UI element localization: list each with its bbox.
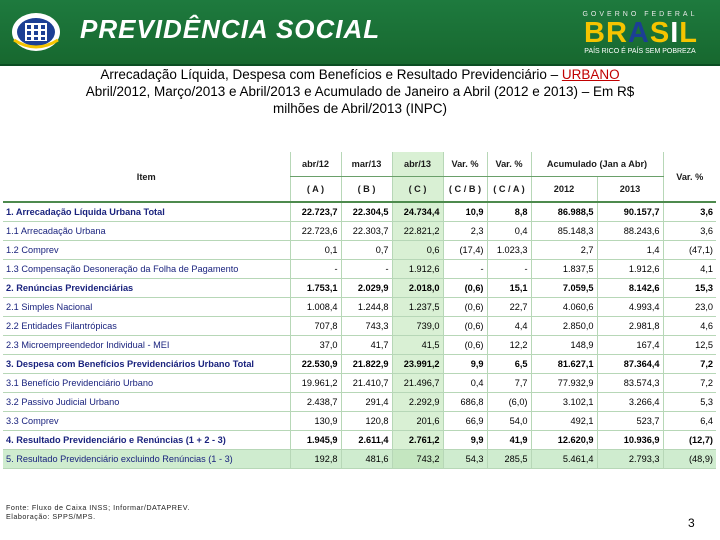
row-item-label: 5. Resultado Previdenciário excluindo Renúncias (1 - 3): [3, 450, 290, 469]
header-banner: [0, 0, 720, 64]
value-mar13: 743,3: [341, 317, 392, 336]
value-var-ca: 54,0: [487, 412, 531, 431]
subheader-ca: ( C / A ): [487, 177, 531, 203]
header-item: Item: [3, 152, 290, 202]
value-var-cb: 686,8: [443, 393, 487, 412]
heading-line-1-text: Arrecadação Líquida, Despesa com Benefícios e Resultado Previdenciário –: [100, 67, 562, 82]
subheader-b: ( B ): [341, 177, 392, 203]
subheader-cb: ( C / B ): [443, 177, 487, 203]
value-acum-2012: 1.837,5: [531, 260, 597, 279]
value-acum-2012: 4.060,6: [531, 298, 597, 317]
value-abr12: 1.008,4: [290, 298, 341, 317]
table-row: [3, 412, 716, 431]
row-item-label: 2. Renúncias Previdenciárias: [3, 279, 290, 298]
header-mar13: mar/13: [341, 152, 392, 177]
value-acum-2013: 83.574,3: [597, 374, 663, 393]
value-mar13: 120,8: [341, 412, 392, 431]
value-var-ca: 8,8: [487, 202, 531, 222]
value-abr13: 201,6: [392, 412, 443, 431]
value-acum-2013: 4.993,4: [597, 298, 663, 317]
row-item-label: 3.2 Passivo Judicial Urbano: [3, 393, 290, 412]
value-mar13: 1.244,8: [341, 298, 392, 317]
value-abr12: 22.723,7: [290, 202, 341, 222]
value-var-acum: 7,2: [663, 374, 716, 393]
gov-brasil-wordmark: [572, 17, 710, 50]
value-var-cb: 9,9: [443, 431, 487, 450]
data-table: [3, 152, 716, 469]
value-var-cb: (0,6): [443, 298, 487, 317]
table-row: [3, 260, 716, 279]
row-item-label: 2.3 Microempreendedor Individual - MEI: [3, 336, 290, 355]
value-abr12: 130,9: [290, 412, 341, 431]
value-mar13: 22.304,5: [341, 202, 392, 222]
value-abr12: 19.961,2: [290, 374, 341, 393]
value-abr13: 21.496,7: [392, 374, 443, 393]
value-mar13: 2.029,9: [341, 279, 392, 298]
subheader-2013: 2013: [597, 177, 663, 203]
value-acum-2012: 5.461,4: [531, 450, 597, 469]
value-abr13: 2.018,0: [392, 279, 443, 298]
row-item-label: 3. Despesa com Benefícios Previdenciários Urbano Total: [3, 355, 290, 374]
value-acum-2012: 86.988,5: [531, 202, 597, 222]
value-acum-2013: 167,4: [597, 336, 663, 355]
header-abr12: abr/12: [290, 152, 341, 177]
value-acum-2013: 523,7: [597, 412, 663, 431]
value-var-cb: (0,6): [443, 336, 487, 355]
subheader-2012: 2012: [531, 177, 597, 203]
row-item-label: 2.2 Entidades Filantrópicas: [3, 317, 290, 336]
value-var-ca: (6,0): [487, 393, 531, 412]
brasil-word: [584, 17, 698, 50]
value-var-ca: 6,5: [487, 355, 531, 374]
value-acum-2013: 2.793,3: [597, 450, 663, 469]
value-var-acum: 23,0: [663, 298, 716, 317]
value-acum-2013: 8.142,6: [597, 279, 663, 298]
value-var-cb: 2,3: [443, 222, 487, 241]
value-var-acum: 4,6: [663, 317, 716, 336]
header-var-cb: Var. %: [443, 152, 487, 177]
value-abr13: 2.761,2: [392, 431, 443, 450]
value-var-ca: 0,4: [487, 222, 531, 241]
footer-note: [6, 503, 190, 521]
value-acum-2013: 88.243,6: [597, 222, 663, 241]
value-var-cb: 54,3: [443, 450, 487, 469]
value-var-cb: 0,4: [443, 374, 487, 393]
value-acum-2012: 7.059,5: [531, 279, 597, 298]
value-mar13: -: [341, 260, 392, 279]
table-row: [3, 241, 716, 260]
value-var-acum: (47,1): [663, 241, 716, 260]
header-abr13: abr/13: [392, 152, 443, 177]
value-var-ca: 41,9: [487, 431, 531, 450]
value-var-acum: 4,1: [663, 260, 716, 279]
value-var-ca: 285,5: [487, 450, 531, 469]
value-abr12: 2.438,7: [290, 393, 341, 412]
heading-urbano: URBANO: [561, 67, 620, 82]
value-acum-2013: 1,4: [597, 241, 663, 260]
row-item-label: 2.1 Simples Nacional: [3, 298, 290, 317]
subheader-a: ( A ): [290, 177, 341, 203]
value-var-cb: 9,9: [443, 355, 487, 374]
data-table-wrapper: [3, 152, 716, 469]
value-acum-2013: 90.157,7: [597, 202, 663, 222]
value-abr13: 0,6: [392, 241, 443, 260]
value-acum-2012: 12.620,9: [531, 431, 597, 450]
value-acum-2012: 2,7: [531, 241, 597, 260]
value-abr13: 41,5: [392, 336, 443, 355]
heading-line-2: Abril/2012, Março/2013 e Abril/2013 e Acumulado de Janeiro a Abril (2012 e 2013) – Em R$: [85, 84, 635, 99]
brasil-letter: B: [584, 17, 606, 49]
value-mar13: 0,7: [341, 241, 392, 260]
value-mar13: 41,7: [341, 336, 392, 355]
value-var-ca: -: [487, 260, 531, 279]
value-mar13: 2.611,4: [341, 431, 392, 450]
value-mar13: 22.303,7: [341, 222, 392, 241]
value-var-cb: 10,9: [443, 202, 487, 222]
value-abr13: 2.292,9: [392, 393, 443, 412]
brasil-letter: I: [670, 17, 680, 49]
value-mar13: 21.822,9: [341, 355, 392, 374]
value-abr12: 707,8: [290, 317, 341, 336]
value-var-acum: (12,7): [663, 431, 716, 450]
value-var-ca: 1.023,3: [487, 241, 531, 260]
value-acum-2013: 10.936,9: [597, 431, 663, 450]
value-abr13: 739,0: [392, 317, 443, 336]
value-abr12: 1.945,9: [290, 431, 341, 450]
row-item-label: 1.1 Arrecadação Urbana: [3, 222, 290, 241]
table-header-row-1: [3, 152, 716, 177]
value-abr13: 1.237,5: [392, 298, 443, 317]
table-row: [3, 202, 716, 222]
value-acum-2013: 3.266,4: [597, 393, 663, 412]
row-item-label: 1.3 Compensação Desoneração da Folha de Pagamento: [3, 260, 290, 279]
value-acum-2012: 148,9: [531, 336, 597, 355]
table-row: [3, 393, 716, 412]
value-acum-2012: 2.850,0: [531, 317, 597, 336]
value-var-cb: -: [443, 260, 487, 279]
heading-line-3: milhões de Abril/2013 (INPC): [272, 101, 448, 116]
brasil-letter: S: [649, 17, 671, 49]
table-row: [3, 431, 716, 450]
value-var-acum: 15,3: [663, 279, 716, 298]
value-var-cb: (17,4): [443, 241, 487, 260]
subheader-c: ( C ): [392, 177, 443, 203]
table-row: [3, 450, 716, 469]
value-var-cb: (0,6): [443, 317, 487, 336]
table-row: [3, 317, 716, 336]
header-acumulado: Acumulado (Jan a Abr): [531, 152, 663, 177]
brasil-letter: L: [679, 17, 698, 49]
value-var-acum: (48,9): [663, 450, 716, 469]
row-item-label: 1. Arrecadação Líquida Urbana Total: [3, 202, 290, 222]
value-abr12: -: [290, 260, 341, 279]
table-row: [3, 298, 716, 317]
value-acum-2013: 2.981,8: [597, 317, 663, 336]
heading-line-1: [0, 66, 720, 83]
value-var-ca: 12,2: [487, 336, 531, 355]
value-acum-2013: 87.364,4: [597, 355, 663, 374]
footer-source: Fonte: Fluxo de Caixa INSS; Informar/DATAPREV.: [6, 503, 190, 512]
table-row: [3, 374, 716, 393]
value-abr13: 1.912,6: [392, 260, 443, 279]
value-abr12: 37,0: [290, 336, 341, 355]
row-item-label: 1.2 Comprev: [3, 241, 290, 260]
value-acum-2013: 1.912,6: [597, 260, 663, 279]
value-var-acum: 3,6: [663, 222, 716, 241]
value-var-acum: 12,5: [663, 336, 716, 355]
value-abr13: 22.821,2: [392, 222, 443, 241]
value-mar13: 481,6: [341, 450, 392, 469]
value-var-acum: 7,2: [663, 355, 716, 374]
row-item-label: 3.1 Benefício Previdenciário Urbano: [3, 374, 290, 393]
header-var-ca: Var. %: [487, 152, 531, 177]
value-abr13: 24.734,4: [392, 202, 443, 222]
row-item-label: 3.3 Comprev: [3, 412, 290, 431]
gov-top-text: GOVERNO FEDERAL: [582, 11, 698, 18]
footer-elaboration: Elaboração: SPPS/MPS.: [6, 512, 96, 521]
brasil-letter: A: [627, 17, 650, 49]
row-item-label: 4. Resultado Previdenciário e Renúncias (1 + 2 - 3): [3, 431, 290, 450]
value-abr13: 743,2: [392, 450, 443, 469]
previdencia-logo-icon: [10, 10, 62, 54]
table-row: [3, 222, 716, 241]
brasil-letter: R: [605, 17, 628, 49]
table-row: [3, 279, 716, 298]
value-acum-2012: 3.102,1: [531, 393, 597, 412]
value-var-acum: 6,4: [663, 412, 716, 431]
value-var-acum: 3,6: [663, 202, 716, 222]
value-mar13: 21.410,7: [341, 374, 392, 393]
value-var-cb: (0,6): [443, 279, 487, 298]
gov-slogan: PAÍS RICO É PAÍS SEM POBREZA: [584, 48, 696, 55]
value-mar13: 291,4: [341, 393, 392, 412]
value-acum-2012: 81.627,1: [531, 355, 597, 374]
value-acum-2012: 77.932,9: [531, 374, 597, 393]
value-abr12: 22.530,9: [290, 355, 341, 374]
value-acum-2012: 492,1: [531, 412, 597, 431]
value-abr12: 0,1: [290, 241, 341, 260]
value-abr12: 192,8: [290, 450, 341, 469]
value-abr13: 23.991,2: [392, 355, 443, 374]
value-var-cb: 66,9: [443, 412, 487, 431]
value-var-ca: 15,1: [487, 279, 531, 298]
header-var-acum: Var. %: [663, 152, 716, 202]
value-abr12: 22.723,6: [290, 222, 341, 241]
value-acum-2012: 85.148,3: [531, 222, 597, 241]
brand-title: PREVIDÊNCIA SOCIAL: [80, 14, 381, 44]
table-row: [3, 355, 716, 374]
table-row: [3, 336, 716, 355]
page-heading: [0, 66, 720, 117]
page-number: 3: [688, 516, 695, 530]
value-abr12: 1.753,1: [290, 279, 341, 298]
value-var-ca: 7,7: [487, 374, 531, 393]
value-var-ca: 22,7: [487, 298, 531, 317]
value-var-ca: 4,4: [487, 317, 531, 336]
table-body: [3, 202, 716, 469]
value-var-acum: 5,3: [663, 393, 716, 412]
